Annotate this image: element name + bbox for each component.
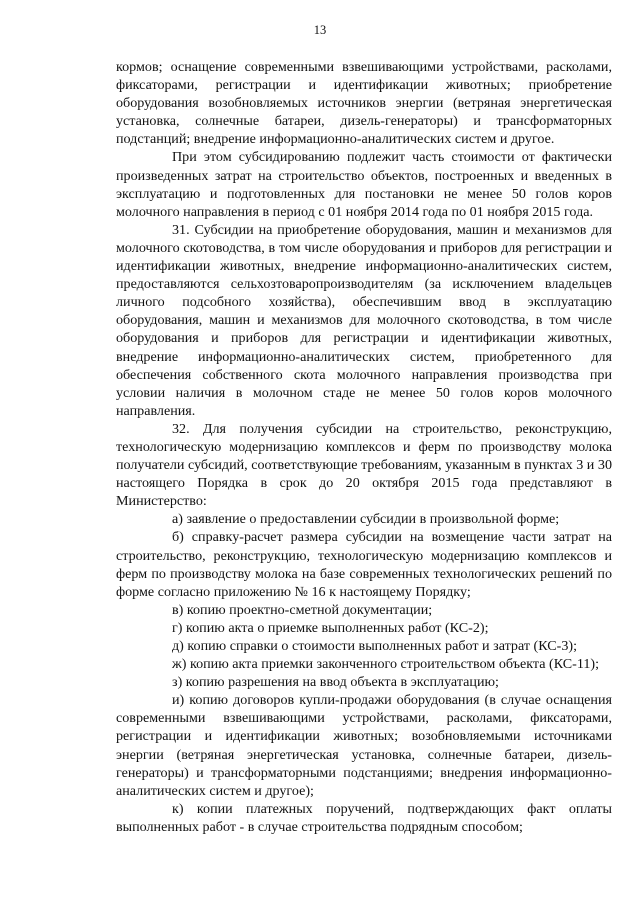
list-item-a: а) заявление о предоставлении субсидии в произвольной форме; [172,511,560,528]
list-item-d: д) копию справки о стоимости выполненных работ и затрат (КС-3); [172,638,578,654]
list-item-b: б) справку-расчет размера субсидии на возмещение части затрат на строительство, реконструкцию, технологическую модернизацию комплексов и ферм по производству молока на базе современных технологических решений по форме согласно приложению № 16 к настоящему Порядку; [116,529,612,600]
list-item-z: з) копию разрешения на ввод объекта в эксплуатацию; [172,674,499,691]
paragraph-continuation: кормов; оснащение современными взвешивающими устройствами, расколами, фиксаторами, регистрации и идентификации животных; приобретение оборудования возобновляемых источников энергии (ветряная энергетическая установка, солнечные батареи, дизель-генераторы) и трансформаторных подстанций; внедрение информационно-аналитических систем и другое. [116,59,612,148]
list-item-i: и) копию договоров купли-продажи оборудования (в случае оснащения современными взвешивающими устройствами, расколами, фиксаторами, регистрации и идентификации животных; возобновляемыми источниками энергии (ветряная энергетическая установка, солнечные батареи, дизель-генераторы) и трансформаторными подстанциями; внедрения информационно-аналитических систем и другое); [116,692,612,799]
paragraph-31: 31. Субсидии на приобретение оборудования, машин и механизмов для молочного скотоводства, в том числе оборудования и приборов для регистрации и идентификации животных, внедрение информационно-аналитических систем, предоставляются сельхозтоваропроизводителям (за исключением владельцев личного подсобного хозяйства), обеспечившим ввод в эксплуатацию оборудования, машин и механизмов для молочного скотоводства, в том числе оборудования и приборов для регистрации и идентификации животных, внедрение информационно-аналитических систем, приобретенного для обеспечения собственного скота молочного направления производства при условии наличия в молочном стаде не менее 50 голов коров молочного направления. [116,221,612,419]
list-item-g: г) копию акта о приемке выполненных работ (КС-2); [172,619,489,636]
document-body [116,58,612,836]
list-item-k: к) копии платежных поручений, подтверждающих факт оплаты выполненных работ - в случае строительства подрядным способом; [116,800,612,835]
paragraph-32: 32. Для получения субсидии на строительство, реконструкцию, технологическую модернизацию комплексов и ферм по производству молока получатели субсидий, соответствующие требованиям, указанным в пунктах 3 и 30 настоящего Порядка в срок до 20 октября 2015 года представляют в Министерство: [116,420,612,510]
page-number: 13 [313,23,327,37]
list-item-zh: ж) копию акта приемки законченного строительством объекта (КС-11); [172,656,600,673]
list-item-v: в) копию проектно-сметной документации; [172,601,433,618]
paragraph-subsidy-condition: При этом субсидированию подлежит часть стоимости от фактически произведенных затрат на строительство объектов, построенных и введенных в эксплуатацию и подготовленных для постановки не менее 50 голов коров молочного направления в период с 01 ноября 2014 года по 01 ноября 2015 года. [116,149,612,220]
